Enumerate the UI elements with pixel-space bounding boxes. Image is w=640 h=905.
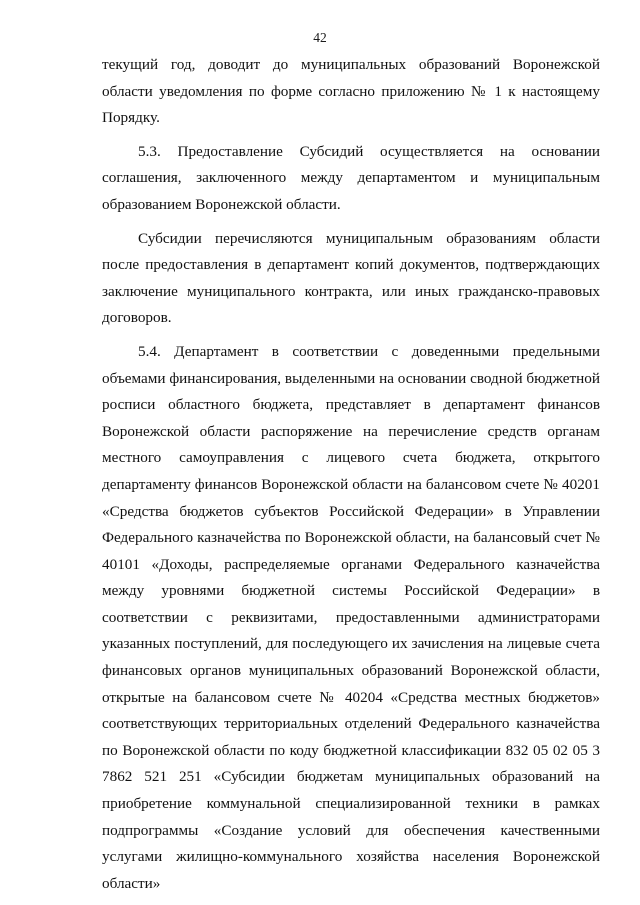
paragraph-5-4: 5.4. Департамент в соответствии с доведенными предельными объемами финансирования, выделенными на основании сводной бюджетной росписи областного бюджета, представляет в департамент финансов Воронежской области распоряжение на перечисление средств органам местного самоуправления с лицевого счета бюджета, открытого департаменту финансов Воронежской области на балансовом счете № 40201 «Средства бюджетов субъектов Российской Федерации» в Управлении Федерального казначейства по Воронежской области, на балансовый счет № 40101 «Доходы, распределяемые органами Федерального казначейства между уровнями бюджетной системы Российской Федерации» в соответствии с реквизитами, предоставленными администраторами указанных поступлений, для последующего их зачисления на лицевые счета финансовых органов муниципальных образований Воронежской области, открытые на балансовом счете № 40204 «Средства местных бюджетов» соответствующих территориальных отделений Федерального казначейства по Воронежской области по коду бюджетной классификации 832 05 02 05 3 7862 521 251 «Субсидии бюджетам муниципальных образований на приобретение коммунальной специализированной техники в рамках подпрограммы «Создание условий для обеспечения качественными услугами жилищно-коммунального хозяйства населения Воронежской области» (102, 342, 600, 892)
paragraph-subsidies-transfer: Субсидии перечисляются муниципальным образованиям области после предоставления в департамент копий документов, подтверждающих заключение муниципального контракта, или иных гражданско-правовых договоров. (102, 229, 600, 327)
document-body (102, 52, 600, 904)
paragraph-continuation: текущий год, доводит до муниципальных образований Воронежской области уведомления по форме согласно приложению № 1 к настоящему Порядку. (102, 56, 600, 127)
paragraph-5-3: 5.3. Предоставление Субсидий осуществляется на основании соглашения, заключенного между департаментом и муниципальным образованием Воронежской области. (102, 142, 600, 213)
page-number: 42 (313, 30, 327, 45)
